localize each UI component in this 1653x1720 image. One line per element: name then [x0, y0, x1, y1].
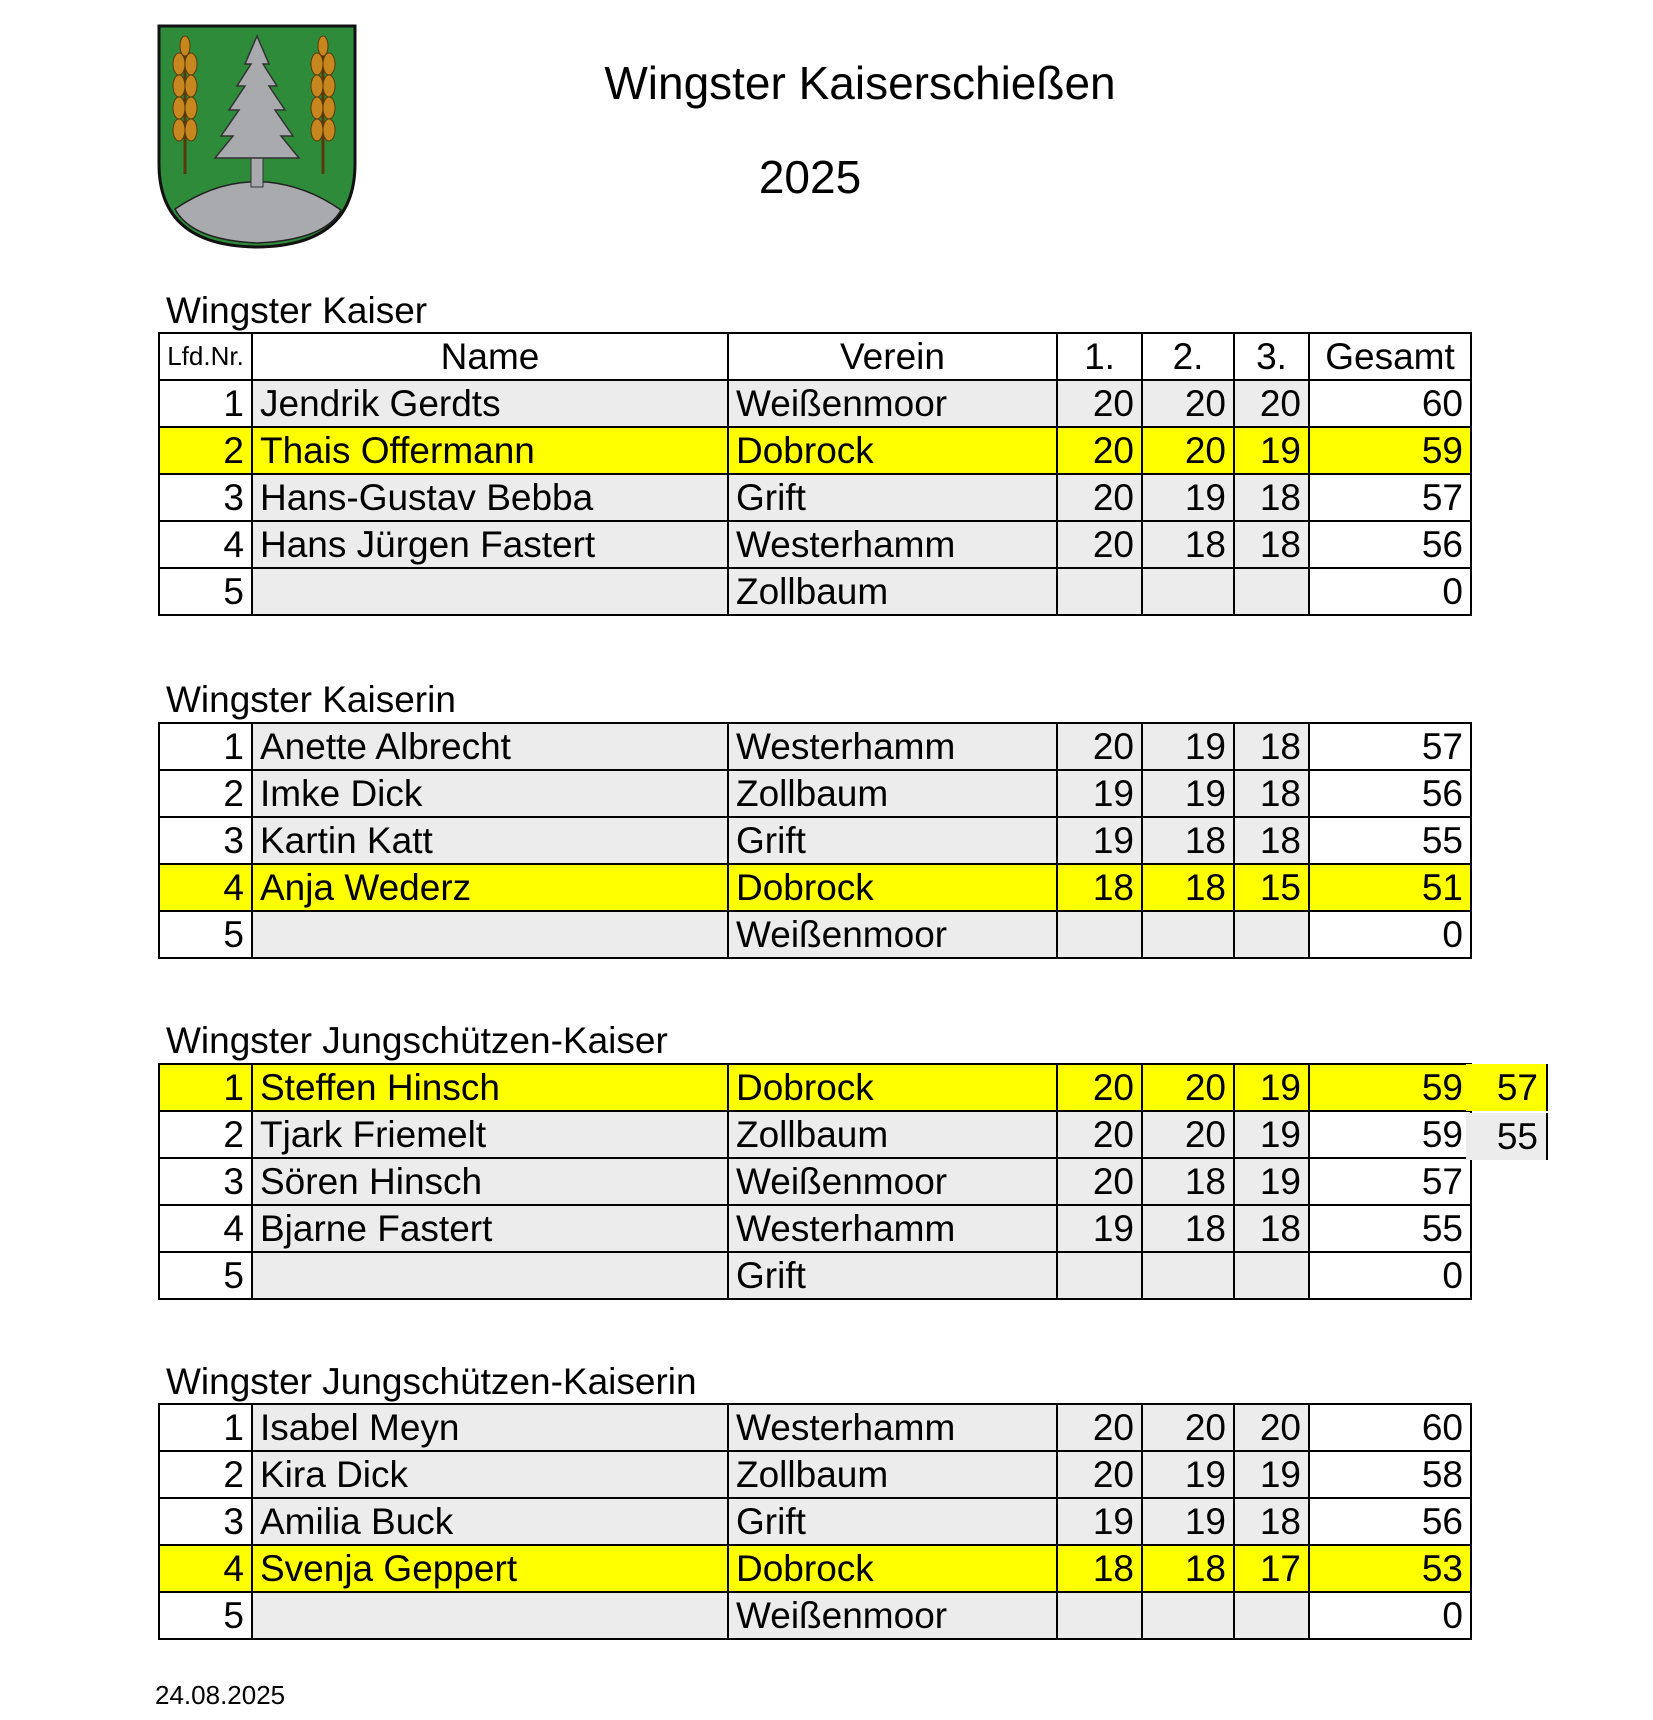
round-1-score: 20	[1057, 1158, 1142, 1205]
section-body	[159, 380, 1471, 615]
verein-cell: Dobrock	[728, 1545, 1057, 1592]
verein-cell: Grift	[728, 1498, 1057, 1545]
round-3-score: 18	[1234, 770, 1309, 817]
round-1-score	[1057, 1252, 1142, 1299]
verein-cell: Zollbaum	[728, 770, 1057, 817]
verein-cell: Westerhamm	[728, 1205, 1057, 1252]
total-score: 59	[1309, 1064, 1471, 1111]
verein-cell: Westerhamm	[728, 723, 1057, 770]
round-1-score: 20	[1057, 474, 1142, 521]
verein-cell: Zollbaum	[728, 1451, 1057, 1498]
round-2-score: 20	[1142, 380, 1234, 427]
round-1-score: 20	[1057, 723, 1142, 770]
name-cell: Hans Jürgen Fastert	[252, 521, 728, 568]
round-1-score: 20	[1057, 1064, 1142, 1111]
round-1-score: 20	[1057, 427, 1142, 474]
rank-cell: 5	[159, 1252, 252, 1299]
table-row	[159, 864, 1471, 911]
verein-cell: Grift	[728, 474, 1057, 521]
name-cell	[252, 1592, 728, 1639]
tiebreak-score: 55	[1466, 1113, 1548, 1160]
section-title-jungschuetzen-kaiser: Wingster Jungschützen-Kaiser	[166, 1020, 668, 1061]
round-3-score: 18	[1234, 1498, 1309, 1545]
total-score: 57	[1309, 474, 1471, 521]
name-cell: Anja Wederz	[252, 864, 728, 911]
section-title-kaiser: Wingster Kaiser	[166, 290, 428, 331]
round-3-score: 19	[1234, 1111, 1309, 1158]
table-row	[159, 1592, 1471, 1639]
page-year: 2025	[758, 151, 862, 203]
round-1-score	[1057, 1592, 1142, 1639]
results-table-kaiserin	[158, 722, 1472, 959]
table-header-row	[159, 333, 1471, 380]
table-row	[159, 911, 1471, 958]
verein-cell: Zollbaum	[728, 568, 1057, 615]
verein-cell: Dobrock	[728, 1064, 1057, 1111]
rank-cell: 5	[159, 911, 252, 958]
total-score: 0	[1309, 1592, 1471, 1639]
round-2-score	[1142, 1252, 1234, 1299]
tiebreak-score: 57	[1466, 1064, 1548, 1111]
round-1-score: 18	[1057, 1545, 1142, 1592]
table-row	[159, 817, 1471, 864]
rank-cell: 1	[159, 1064, 252, 1111]
verein-cell: Dobrock	[728, 864, 1057, 911]
total-score: 60	[1309, 380, 1471, 427]
table-row	[159, 1404, 1471, 1451]
section-body	[159, 1064, 1471, 1299]
round-3-score: 19	[1234, 1451, 1309, 1498]
total-score: 56	[1309, 770, 1471, 817]
verein-cell: Weißenmoor	[728, 1158, 1057, 1205]
round-2-score: 20	[1142, 1111, 1234, 1158]
section-title-jungschuetzen-kaiserin: Wingster Jungschützen-Kaiserin	[166, 1361, 697, 1402]
round-2-score: 20	[1142, 427, 1234, 474]
rank-cell: 3	[159, 1498, 252, 1545]
round-3-score	[1234, 568, 1309, 615]
name-cell	[252, 911, 728, 958]
name-cell: Hans-Gustav Bebba	[252, 474, 728, 521]
rank-cell: 1	[159, 723, 252, 770]
table-row	[159, 1064, 1471, 1111]
name-cell: Kartin Katt	[252, 817, 728, 864]
col-header-name: Name	[252, 333, 728, 380]
verein-cell: Weißenmoor	[728, 380, 1057, 427]
round-2-score: 19	[1142, 770, 1234, 817]
rank-cell: 1	[159, 380, 252, 427]
round-2-score: 18	[1142, 1158, 1234, 1205]
round-3-score: 18	[1234, 521, 1309, 568]
table-row	[159, 1498, 1471, 1545]
total-score: 0	[1309, 911, 1471, 958]
section-body	[159, 723, 1471, 958]
total-score: 56	[1309, 521, 1471, 568]
round-2-score	[1142, 911, 1234, 958]
total-score: 57	[1309, 723, 1471, 770]
results-table-jungschuetzen-kaiser	[158, 1063, 1472, 1300]
verein-cell: Westerhamm	[728, 1404, 1057, 1451]
round-1-score: 19	[1057, 1498, 1142, 1545]
total-score: 59	[1309, 427, 1471, 474]
total-score: 55	[1309, 817, 1471, 864]
name-cell: Jendrik Gerdts	[252, 380, 728, 427]
name-cell: Kira Dick	[252, 1451, 728, 1498]
table-row	[159, 1545, 1471, 1592]
coat-of-arms-logo	[157, 24, 357, 249]
verein-cell: Zollbaum	[728, 1111, 1057, 1158]
round-2-score: 20	[1142, 1404, 1234, 1451]
results-table-kaiser	[158, 332, 1472, 616]
rank-cell: 3	[159, 1158, 252, 1205]
name-cell: Imke Dick	[252, 770, 728, 817]
round-1-score: 20	[1057, 521, 1142, 568]
table-row	[159, 568, 1471, 615]
round-3-score: 18	[1234, 723, 1309, 770]
table-row	[159, 723, 1471, 770]
round-2-score: 18	[1142, 864, 1234, 911]
rank-cell: 2	[159, 1451, 252, 1498]
rank-cell: 4	[159, 1545, 252, 1592]
col-header-verein: Verein	[728, 333, 1057, 380]
rank-cell: 3	[159, 817, 252, 864]
round-1-score: 20	[1057, 380, 1142, 427]
table-row	[159, 1158, 1471, 1205]
round-3-score: 18	[1234, 1205, 1309, 1252]
rank-cell: 3	[159, 474, 252, 521]
rank-cell: 2	[159, 1111, 252, 1158]
round-3-score: 19	[1234, 1064, 1309, 1111]
round-1-score: 19	[1057, 1205, 1142, 1252]
round-1-score: 19	[1057, 817, 1142, 864]
col-header-gesamt: Gesamt	[1309, 333, 1471, 380]
round-3-score: 20	[1234, 380, 1309, 427]
table-row	[159, 770, 1471, 817]
rank-cell: 5	[159, 568, 252, 615]
total-score: 59	[1309, 1111, 1471, 1158]
round-2-score: 18	[1142, 817, 1234, 864]
round-3-score: 20	[1234, 1404, 1309, 1451]
round-2-score: 18	[1142, 1205, 1234, 1252]
page-title: Wingster Kaiserschießen	[604, 57, 1116, 109]
total-score: 51	[1309, 864, 1471, 911]
document-date: 24.08.2025	[155, 1680, 286, 1710]
round-3-score	[1234, 1252, 1309, 1299]
name-cell: Svenja Geppert	[252, 1545, 728, 1592]
rank-cell: 5	[159, 1592, 252, 1639]
table-row	[159, 1451, 1471, 1498]
total-score: 55	[1309, 1205, 1471, 1252]
round-3-score: 19	[1234, 427, 1309, 474]
verein-cell: Grift	[728, 1252, 1057, 1299]
col-header-round-1: 1.	[1057, 333, 1142, 380]
round-3-score: 17	[1234, 1545, 1309, 1592]
rank-cell: 4	[159, 521, 252, 568]
rank-cell: 4	[159, 1205, 252, 1252]
round-2-score: 19	[1142, 723, 1234, 770]
name-cell: Steffen Hinsch	[252, 1064, 728, 1111]
round-1-score: 20	[1057, 1111, 1142, 1158]
table-row	[159, 521, 1471, 568]
verein-cell: Westerhamm	[728, 521, 1057, 568]
round-3-score: 19	[1234, 1158, 1309, 1205]
verein-cell: Weißenmoor	[728, 1592, 1057, 1639]
name-cell: Anette Albrecht	[252, 723, 728, 770]
name-cell: Bjarne Fastert	[252, 1205, 728, 1252]
table-row	[159, 474, 1471, 521]
col-header-lfd: Lfd.Nr.	[159, 333, 252, 380]
round-2-score: 18	[1142, 521, 1234, 568]
verein-cell: Weißenmoor	[728, 911, 1057, 958]
round-3-score: 15	[1234, 864, 1309, 911]
verein-cell: Dobrock	[728, 427, 1057, 474]
round-3-score	[1234, 911, 1309, 958]
round-1-score: 18	[1057, 864, 1142, 911]
round-2-score: 20	[1142, 1064, 1234, 1111]
total-score: 58	[1309, 1451, 1471, 1498]
round-2-score: 19	[1142, 474, 1234, 521]
name-cell: Tjark Friemelt	[252, 1111, 728, 1158]
results-table-jungschuetzen-kaiserin	[158, 1403, 1472, 1640]
round-1-score	[1057, 568, 1142, 615]
round-1-score: 20	[1057, 1404, 1142, 1451]
total-score: 57	[1309, 1158, 1471, 1205]
col-header-round-3: 3.	[1234, 333, 1309, 380]
round-1-score	[1057, 911, 1142, 958]
table-row	[159, 1252, 1471, 1299]
rank-cell: 1	[159, 1404, 252, 1451]
section-body	[159, 1404, 1471, 1639]
total-score: 0	[1309, 1252, 1471, 1299]
round-2-score: 18	[1142, 1545, 1234, 1592]
round-3-score	[1234, 1592, 1309, 1639]
table-row	[159, 380, 1471, 427]
table-row	[159, 1205, 1471, 1252]
round-2-score	[1142, 1592, 1234, 1639]
name-cell: Amilia Buck	[252, 1498, 728, 1545]
rank-cell: 4	[159, 864, 252, 911]
table-row	[159, 1111, 1471, 1158]
name-cell: Isabel Meyn	[252, 1404, 728, 1451]
name-cell	[252, 568, 728, 615]
section-title-kaiserin: Wingster Kaiserin	[166, 679, 456, 720]
name-cell: Thais Offermann	[252, 427, 728, 474]
total-score: 60	[1309, 1404, 1471, 1451]
total-score: 53	[1309, 1545, 1471, 1592]
round-2-score: 19	[1142, 1451, 1234, 1498]
round-1-score: 19	[1057, 770, 1142, 817]
total-score: 0	[1309, 568, 1471, 615]
rank-cell: 2	[159, 770, 252, 817]
round-3-score: 18	[1234, 817, 1309, 864]
table-row	[159, 427, 1471, 474]
rank-cell: 2	[159, 427, 252, 474]
verein-cell: Grift	[728, 817, 1057, 864]
round-2-score: 19	[1142, 1498, 1234, 1545]
round-2-score	[1142, 568, 1234, 615]
total-score: 56	[1309, 1498, 1471, 1545]
name-cell	[252, 1252, 728, 1299]
round-1-score: 20	[1057, 1451, 1142, 1498]
col-header-round-2: 2.	[1142, 333, 1234, 380]
name-cell: Sören Hinsch	[252, 1158, 728, 1205]
round-3-score: 18	[1234, 474, 1309, 521]
